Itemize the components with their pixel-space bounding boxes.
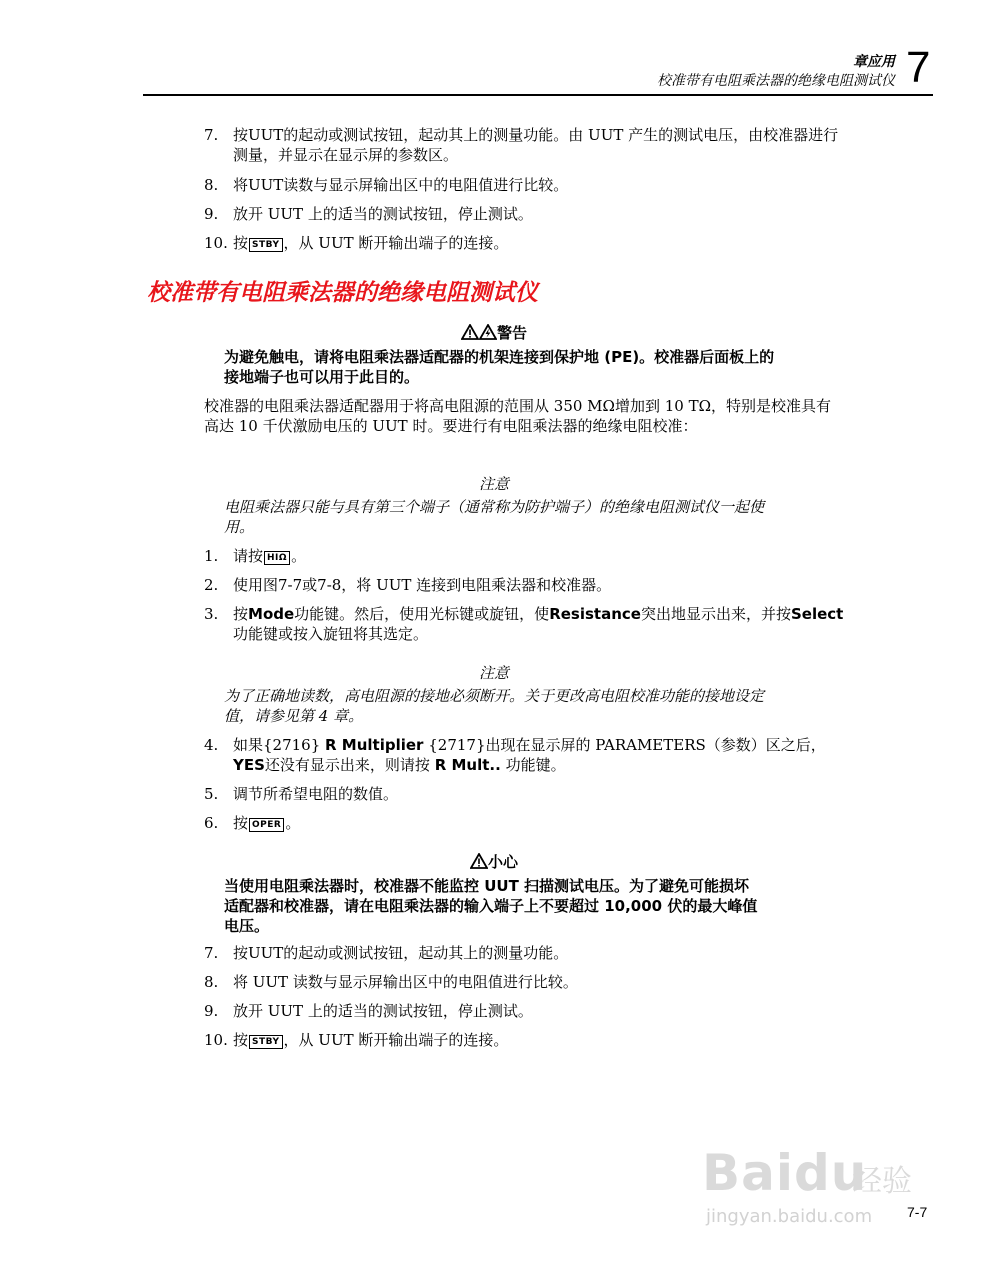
step-text-post: 。 [285,814,301,832]
step-text: 将UUT读数与显示屏输出区中的电阻值进行比较。 [233,176,569,194]
caution-heading [224,851,764,872]
step-text-part: 按 [233,605,249,623]
warning-heading-text: 警告 [496,324,527,342]
list-item [204,546,844,566]
intro-paragraph: 校准器的电阻乘法器适配器用于将高电阻源的范围从 350 MΩ增加到 10 TΩ，特别是校准具有高达 10 千伏激励电压的 UUT 时。要进行有电阻乘法器的绝缘电阻校准： [204,397,832,435]
step-text-pre: 请按 [233,547,264,565]
list-item [204,125,844,165]
page-number: 7-7 [907,1204,928,1220]
step-number: 9. [204,205,219,223]
step-number: 5. [204,785,219,803]
list-item [204,1030,844,1050]
step-text-part: 还没有显示出来，则请按 [264,756,435,774]
warning-triangle-icon [461,324,479,340]
note-body: 电阻乘法器只能与具有第三个端子（通常称为防护端子）的绝缘电阻测试仪一起使用。 [224,498,765,536]
caution-triangle-icon [470,853,488,869]
caution-body: 当使用电阻乘法器时，校准器不能监控 UUT 扫描测试电压。为了避免可能损坏适配器和校准器，请在电阻乘法器的输入端子上不要超过 10,000 伏的最大峰值电压。 [224,877,758,935]
header-rule [143,94,933,96]
step-number: 3. [204,605,219,623]
list-item [204,575,844,595]
watermark [702,1142,932,1242]
select-softkey-label: Select [790,605,844,623]
shock-hazard-icon [479,324,497,340]
step-number: 9. [204,1002,219,1020]
step-text-pre: 按 [233,234,249,252]
r-multiplier-label: R Multiplier [325,736,424,754]
r-mult-softkey-label: R Mult.. [434,756,501,774]
list-item [204,784,844,804]
hi-ohm-key-icon: HIΩ [264,551,290,565]
step-text-pre: 按 [233,814,249,832]
step-number: 8. [204,176,219,194]
step-text-part: 功能键。然后，使用光标键或旋钮，使 [294,605,550,623]
mode-softkey-label: Mode [248,605,295,623]
step-text-pre: 按 [233,1031,249,1049]
step-text-post: 。 [291,547,307,565]
step-text: 调节所希望电阻的数值。 [233,785,399,803]
step-number: 4. [204,736,219,754]
list-item [204,233,844,253]
step-text: 放开 UUT 上的适当的测试按钮，停止测试。 [233,1002,533,1020]
step-text [233,604,844,644]
step-text [233,546,844,566]
step-text [233,813,844,833]
oper-key-icon: OPER [249,818,284,832]
step-number: 1. [204,547,219,565]
step-number: 8. [204,973,219,991]
note-body: 为了正确地读数，高电阻源的接地必须断开。关于更改高电阻校准功能的接地设定值，请参见第 4 章。 [224,687,765,725]
step-number: 2. [204,576,219,594]
watermark-url: jingyan.baidu.com [706,1206,873,1227]
list-item [204,813,844,833]
note-heading: 注意 [478,664,509,682]
list-item [204,175,844,195]
chapter-label: 章应用 [853,54,895,70]
step-text: 按UUT的起动或测试按钮，起动其上的测量功能。由 UUT 产生的测试电压，由校准器进行测量，并显示在显示屏的参数区。 [233,126,839,164]
step-text: 按UUT的起动或测试按钮，起动其上的测量功能。 [233,944,569,962]
resistance-label: Resistance [549,605,641,623]
chapter-number: 7 [906,43,931,92]
list-item [204,204,844,224]
warning-heading [224,322,764,343]
warning-body: 为避免触电，请将电阻乘法器适配器的机架连接到保护地 (PE)。校准器后面板上的接地端子也可以用于此目的。 [224,348,775,386]
step-text-part: 功能键或按入旋钮将其选定。 [233,625,429,643]
list-item [204,735,844,775]
step-text-post: ，从 UUT 断开输出端子的连接。 [283,234,509,252]
chapter-subtitle: 校准带有电阻乘法器的绝缘电阻测试仪 [657,73,895,89]
caution-heading-text: 小心 [487,853,518,871]
list-item [204,1001,844,1021]
step-text [233,233,844,253]
step-text: 放开 UUT 上的适当的测试按钮，停止测试。 [233,205,533,223]
step-text-part: 如果{2716} [233,736,326,754]
step-text-part: 功能键。 [500,756,566,774]
list-item [204,943,844,963]
step-text [233,735,844,775]
step-number: 10. [204,234,228,252]
step-number: 7. [204,126,219,144]
step-number: 10. [204,1031,228,1049]
step-text: 使用图7-7或7-8，将 UUT 连接到电阻乘法器和校准器。 [233,576,612,594]
watermark-logo: Baidu [702,1144,868,1202]
step-text-part: {2717}出现在显示屏的 PARAMETERS（参数）区之后， [423,736,826,754]
note-heading: 注意 [478,475,509,493]
step-text-part: 突出地显示出来，并按 [640,605,791,623]
step-text [233,1030,844,1050]
yes-label: YES [233,756,265,774]
step-number: 6. [204,814,219,832]
watermark-text: 经验 [852,1164,912,1199]
step-text-post: ，从 UUT 断开输出端子的连接。 [283,1031,509,1049]
list-item [204,972,844,992]
step-text: 将 UUT 读数与显示屏输出区中的电阻值进行比较。 [233,973,578,991]
section-title: 校准带有电阻乘法器的绝缘电阻测试仪 [147,280,538,306]
step-number: 7. [204,944,219,962]
stby-key-icon: STBY [249,238,283,252]
list-item [204,604,844,644]
stby-key-icon: STBY [249,1035,283,1049]
